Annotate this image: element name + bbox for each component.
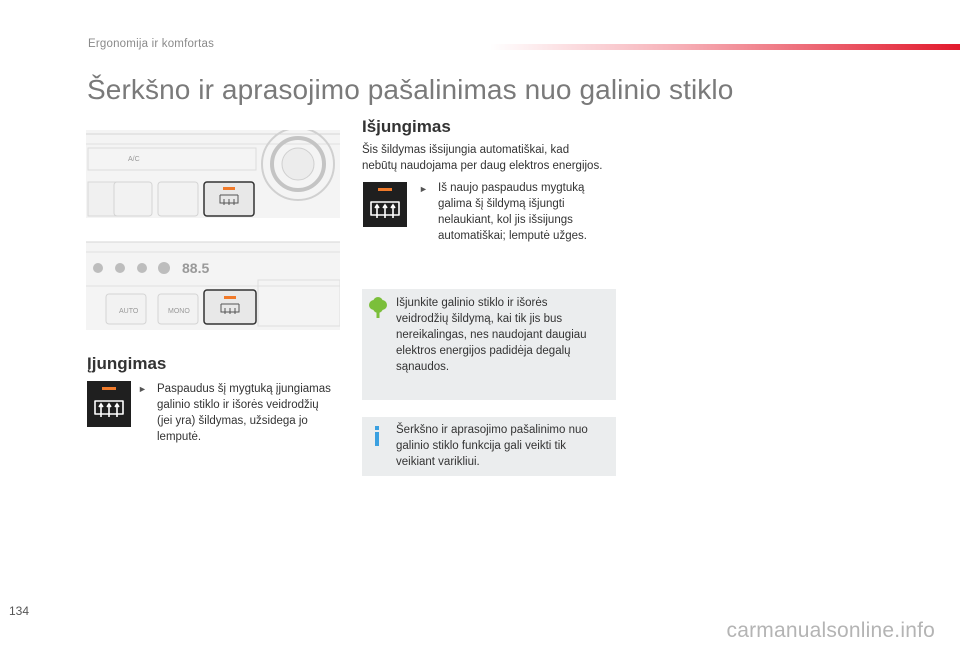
info-note-text: [396, 422, 611, 470]
on-line: (jei yra) šildymas, užsidega jo: [157, 415, 308, 427]
off-intro-line: Šis šildymas išsijungia automatiškai, kad: [362, 144, 570, 156]
on-line: Paspaudus šį mygtuką įjungiamas: [157, 383, 331, 395]
off-line: galima šį šildymą išjungti: [438, 198, 565, 210]
info-line: veikiant varikliui.: [396, 456, 480, 468]
off-intro-line: nebūtų naudojama per daug elektros energijos.: [362, 160, 603, 172]
info-line: Šerkšno ir aprasojimo pašalinimo nuo: [396, 424, 588, 436]
panel-display: 88.5: [182, 260, 210, 276]
watermark: carmanualsonline.info: [726, 619, 935, 642]
info-icon: [372, 426, 382, 446]
bullet-arrow-icon: ►: [419, 184, 428, 194]
section-header: Ergonomija ir komfortas: [88, 38, 215, 50]
eco-line: veidrodžių šildymą, kai tik jis bus: [396, 313, 563, 325]
off-description: [438, 180, 618, 244]
eco-note-text: [396, 295, 611, 375]
rear-defrost-button-on-icon: [87, 381, 131, 427]
info-line: galinio stiklo funkcija gali veikti tik: [396, 440, 567, 452]
climate-control-panel-illustration: [86, 130, 340, 330]
eco-line: Išjunkite galinio stiklo ir išorės: [396, 297, 548, 309]
on-description: [157, 381, 342, 445]
rear-defrost-icon: [87, 381, 131, 427]
bullet-arrow-icon: ►: [138, 384, 147, 394]
eco-line: sąnaudos.: [396, 361, 450, 373]
rear-defrost-button-off-icon: [363, 182, 407, 227]
off-heading: Išjungimas: [362, 117, 451, 136]
on-heading: Įjungimas: [87, 354, 167, 373]
off-line: automatiškai; lemputė užges.: [438, 230, 587, 242]
eco-line: nereikalingas, nes naudojant daugiau: [396, 329, 587, 341]
mono-label: MONO: [168, 308, 190, 315]
on-line: lemputė.: [157, 431, 202, 443]
off-line: Iš naujo paspaudus mygtuką: [438, 182, 585, 194]
page-number: 134: [9, 604, 30, 618]
off-line: nelaukiant, kol jis išsijungs: [438, 214, 573, 226]
auto-label: AUTO: [119, 308, 139, 315]
on-line: galinio stiklo ir išorės veidrodžių: [157, 399, 319, 411]
tree-eco-icon: [368, 297, 388, 319]
info-note-box: [362, 417, 616, 476]
header-accent-bar: [490, 44, 960, 50]
rear-defrost-icon: [363, 182, 407, 227]
eco-note-box: [362, 289, 616, 400]
off-intro: [362, 142, 622, 174]
ac-label: A/C: [128, 156, 140, 163]
page-title: Šerkšno ir aprasojimo pašalinimas nuo galinio stiklo: [87, 74, 734, 105]
eco-line: elektros energijos padidėja degalų: [396, 345, 571, 357]
